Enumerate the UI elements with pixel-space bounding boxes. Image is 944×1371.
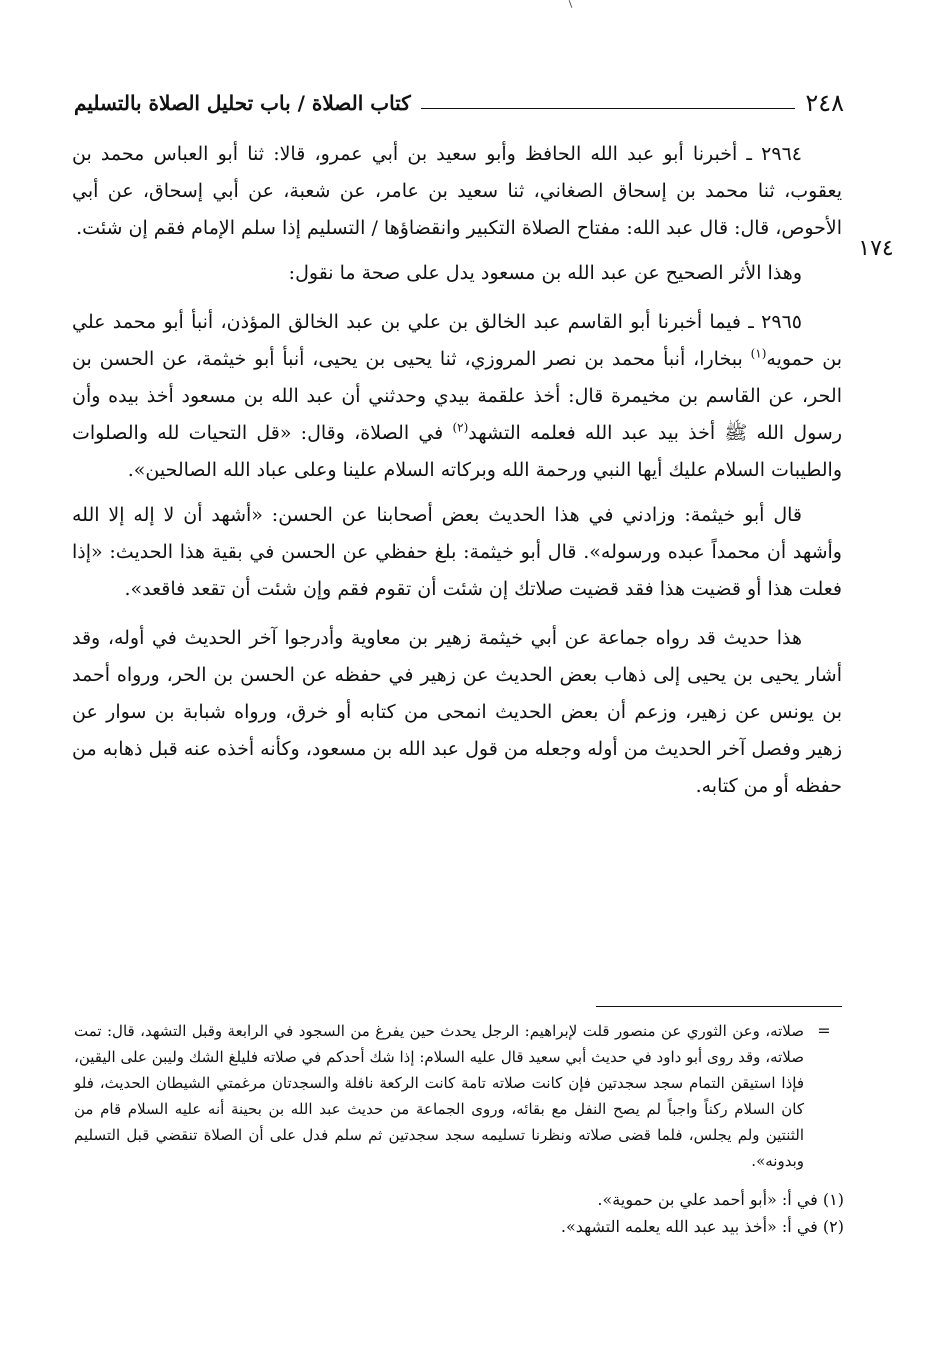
paragraph-commentary: هذا حديث قد رواه جماعة عن أبي خيثمة زهير بن معاوية وأدرجوا آخر الحديث في أوله، وقد أشار يحيى بن يحيى إلى ذهاب بعض الحديث عن زهير في حفظه عن الحسن بن الحر، ورواه أحمد بن يونس عن زهير، وزعم أن بعض الحديث انمحى من كتابه أو خرق، ورواه شبابة بن سوار عن زهير وفصل آخر الحديث من أوله وجعله من قول عبد الله بن مسعود، وكأنه أخذه عنه قبل ذهابه من حفظه أو من كتابه. — [72, 627, 842, 797]
continuation-marker: = — [817, 1021, 831, 1040]
hadith-2965-part-b: ببخارا، أنبأ محمد بن نصر المروزي، ثنا يحيى بن يحيى، أنبأ أبو خيثمة، عن الحسن بن الحر، عن القاسم بن مخيمرة قال: أخذ علقمة بيدي وحدثني أن عبد الله بن مسعود أخذ بيده وأن رسول الله ﷺ أخذ بيد عبد الله فعلمه التشهد — [72, 348, 842, 444]
footnote-continued-text: صلاته، وعن الثوري عن منصور قلت لإبراهيم: الرجل يحدث حين يفرغ من السجود في الرابعة وقبل التشهد، قال: تمت صلاته، وقد روى أبو داود في حديث أبي سعيد قال عليه السلام: إذا شك أحدكم في صلاته فليلغ الشك وليبن على اليقين، فإذا استيقن التمام سجد سجدتين فإن كانت صلاته تامة كانت الركعة نافلة والسجدتان مرغمتي الشيطان الحديث، فلو كان السلام ركناً واجباً لم يصح النفل مع بقائه، وروى الجماعة من حديث عبد الله بن بحينة أنه عليه السلام قام من الثنتين ولم يجلس، فلما قضى صلاته ونظرنا تسليمه سجد سجدتين ثم سلم فدل على أن الصلاة تنقضي قبل التسليم وبدونه». — [74, 1022, 804, 1170]
scan-mark — [569, 0, 573, 8]
paragraph-hadith-2965 — [72, 304, 842, 489]
footnote-separator — [596, 1006, 842, 1007]
footnote-ref-2[interactable]: (٢) — [452, 420, 469, 435]
paragraph-abu-khaythama: قال أبو خيثمة: وزادني في هذا الحديث بعض أصحابنا عن الحسن: «أشهد أن لا إله إلا الله وأشهد أن محمداً عبده ورسوله». قال أبو خيثمة: بلغ حفظي عن الحسن في بقية هذا الحديث: «إذا فعلت هذا أو قضيت هذا فقد قضيت صلاتك إن شئت أن تقوم فقم وإن شئت أن تقعد فاقعد». — [72, 504, 842, 600]
footnote-2: (٢) في أ: «أخذ بيد عبد الله يعلمه التشهد». — [560, 1217, 844, 1236]
paragraph-hadith-2964: ٢٩٦٤ ـ أخبرنا أبو عبد الله الحافظ وأبو سعيد بن أبي عمرو، قالا: ثنا أبو العباس محمد بن يعقوب، ثنا محمد بن إسحاق الصغاني، ثنا سعيد بن عامر، عن شعبة، عن أبي إسحاق، عن أبي الأحوص، قال: قال عبد الله: مفتاح الصلاة التكبير وانقضاؤها / التسليم إذا سلم الإمام فقم إن شئت. — [72, 143, 842, 239]
page-header — [74, 82, 844, 116]
paragraph-transition: وهذا الأثر الصحيح عن عبد الله بن مسعود يدل على صحة ما نقول: — [288, 262, 802, 284]
margin-page-reference: ١٧٤ — [858, 236, 894, 261]
running-title: كتاب الصلاة / باب تحليل الصلاة بالتسليم — [74, 91, 411, 115]
footnote-1: (١) في أ: «أبو أحمد علي بن حموية». — [597, 1190, 844, 1209]
footnotes — [74, 1018, 844, 1240]
page-number: ٢٤٨ — [805, 89, 844, 117]
header-rule — [421, 108, 796, 109]
hadith-2965-part-c: في الصلاة، وقال: «قل التحيات لله والصلوات والطيبات السلام عليك أيها النبي ورحمة الله وبركاته السلام علينا وعلى عباد الله الصالحين». — [72, 422, 842, 481]
hadith-2965-part-a: ٢٩٦٥ ـ فيما أخبرنا أبو القاسم عبد الخالق بن علي بن عبد الخالق المؤذن، أنبأ أبو محمد علي بن حمويه — [72, 311, 842, 370]
main-text — [72, 136, 842, 813]
footnote-continued — [74, 1018, 844, 1174]
footnote-ref-1[interactable]: (١) — [750, 346, 767, 361]
